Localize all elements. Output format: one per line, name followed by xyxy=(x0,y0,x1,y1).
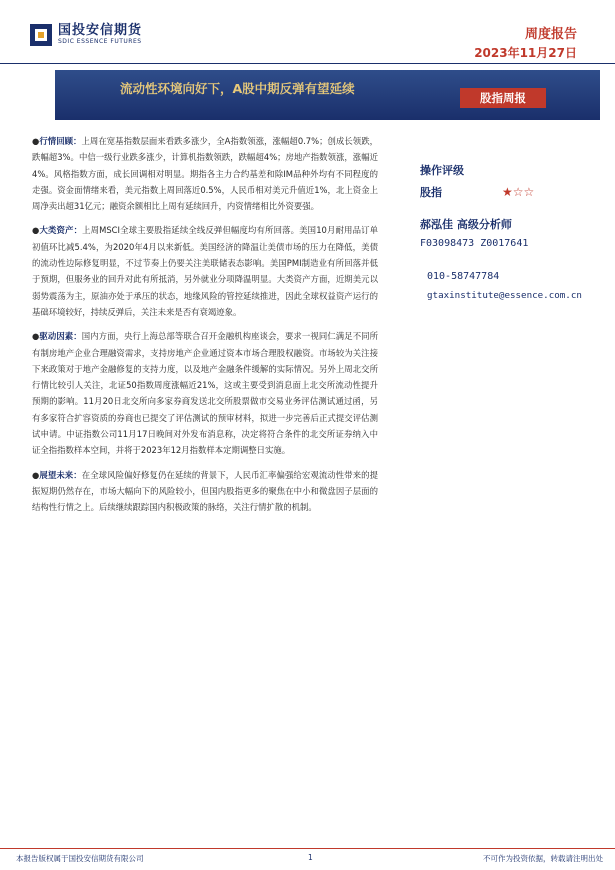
analyst-codes: F03098473 Z0017641 xyxy=(420,238,529,249)
page-number: 1 xyxy=(308,853,313,862)
section-heading: 展望未来： xyxy=(39,469,82,480)
contact-phone: 010-58747784 xyxy=(427,271,500,282)
report-headline: 流动性环境向好下，A股中期反弹有望延续 xyxy=(120,81,355,96)
section-market-review xyxy=(32,133,378,214)
section-heading: 大类资产： xyxy=(39,225,83,236)
footer-divider xyxy=(0,848,615,849)
rating-row xyxy=(420,184,615,200)
bullet: ● xyxy=(32,225,40,236)
contact-email[interactable]: gtaxinstitute@essence.com.cn xyxy=(427,290,582,301)
bullet: ● xyxy=(32,469,40,480)
rating-index-label: 股指 xyxy=(420,186,442,199)
bullet: ● xyxy=(32,331,40,342)
analyst-name: 郝泓佳 高级分析师 xyxy=(420,218,512,231)
section-major-assets xyxy=(32,222,378,320)
bullet: ● xyxy=(32,136,40,146)
rating-stars-icon: ★☆☆ xyxy=(502,185,535,199)
company-logo xyxy=(30,24,142,46)
section-heading: 行情回顾： xyxy=(39,136,82,146)
section-text: 在全球风险偏好修复仍在延续的背景下，人民币汇率偏强给宏观流动性带来的提振短期仍然存在，市场大幅向下的风险较小，但国内股指更多的聚焦在中小和微盘因子层面的结构性行情之上。后续继续跟踪国内积极政策的脉络，关注行情扩散的机制。 xyxy=(32,469,379,513)
section-text: 上周MSCI全球主要股指延续全线反弹但幅度均有所回落。美国10月耐用品订单初值环比减5.4%，为2020年4月以来新低。美国经济的降温让美债市场的压力在降低，美债的流动性边际修复明显，不过节奏上仍要关注美联储表态影响。美国PMI制造业有所回落并低于预期，但服务业的回升对此有所抵消，另外就业分项降温明显。大类资产方面，近期美元以弱势震荡为主，原油亦处于承压的状态，地缘风险的管控延续推进，因此全球权益资产运行的基础环境较好，持续反弹后，关注未来是否有衰竭迹象。 xyxy=(32,225,379,317)
section-text: 上周在宽基指数层面来看跌多涨少，全A指数领涨，涨幅超0.7%；创成长领跌，跌幅超3%。中信一级行业跌多涨少，计算机指数领跌，跌幅超4%；房地产指数领涨，涨幅近4%。风格指数方面，成长回调相对明显。期指各主力合约基差和除IM品种外均有不同程度的走强。资金面情绪来看，美元指数上周回落近0.5%，人民币相对美元升值近1%，北上资金上周净卖出超31亿元；融资余额相比上周有延续回升，内资情绪相比外资要强。 xyxy=(32,136,379,212)
logo-mark-icon xyxy=(30,24,52,46)
report-body xyxy=(32,133,378,524)
section-drivers xyxy=(32,328,378,458)
report-type: 周度报告 xyxy=(524,27,577,42)
category-tag: 股指周报 xyxy=(460,88,546,108)
logo-name-cn: 国投安信期货 xyxy=(58,23,143,38)
footer-disclaimer: 不可作为投资依据，转载请注明出处 xyxy=(483,854,603,863)
rating-title: 操作评级 xyxy=(420,164,464,177)
logo-name-en: SDIC ESSENCE FUTURES xyxy=(58,38,142,45)
info-sidebar xyxy=(420,162,615,301)
footer-copyright: 本报告版权属于国投安信期货有限公司 xyxy=(16,854,144,863)
header-divider xyxy=(0,63,615,64)
section-outlook xyxy=(32,467,378,516)
report-date: 2023年11月27日 xyxy=(474,46,577,60)
section-text: 国内方面，央行上海总部等联合召开金融机构座谈会，要求一视同仁满足不同所有制房地产企业合理融资需求，支持房地产企业通过资本市场合理股权融资。市场较为关注接下来政策对于地产金融修复的支持力度，以及地产金融条件缓解的实际情况。另外上周北交所行情比较引人关注，北证50指数周度涨幅近21%，这或主要受到消息面上北交所流动性提升预期的影响。11月20日北交所向多家券商发送北交所股票做市交易业务评估测试通过函，另有多家符合扩容资质的券商也已提交了评估测试的预审材料，拟进一步完善后正式提交评估测试申请。中证指数公司11月17日晚间对外发布消息称，决定将符合条件的北交所证券纳入中证全指指数样本空间，并将于2023年12月指数样本定期调整日实施。 xyxy=(32,331,379,456)
section-heading: 驱动因素： xyxy=(39,331,82,342)
